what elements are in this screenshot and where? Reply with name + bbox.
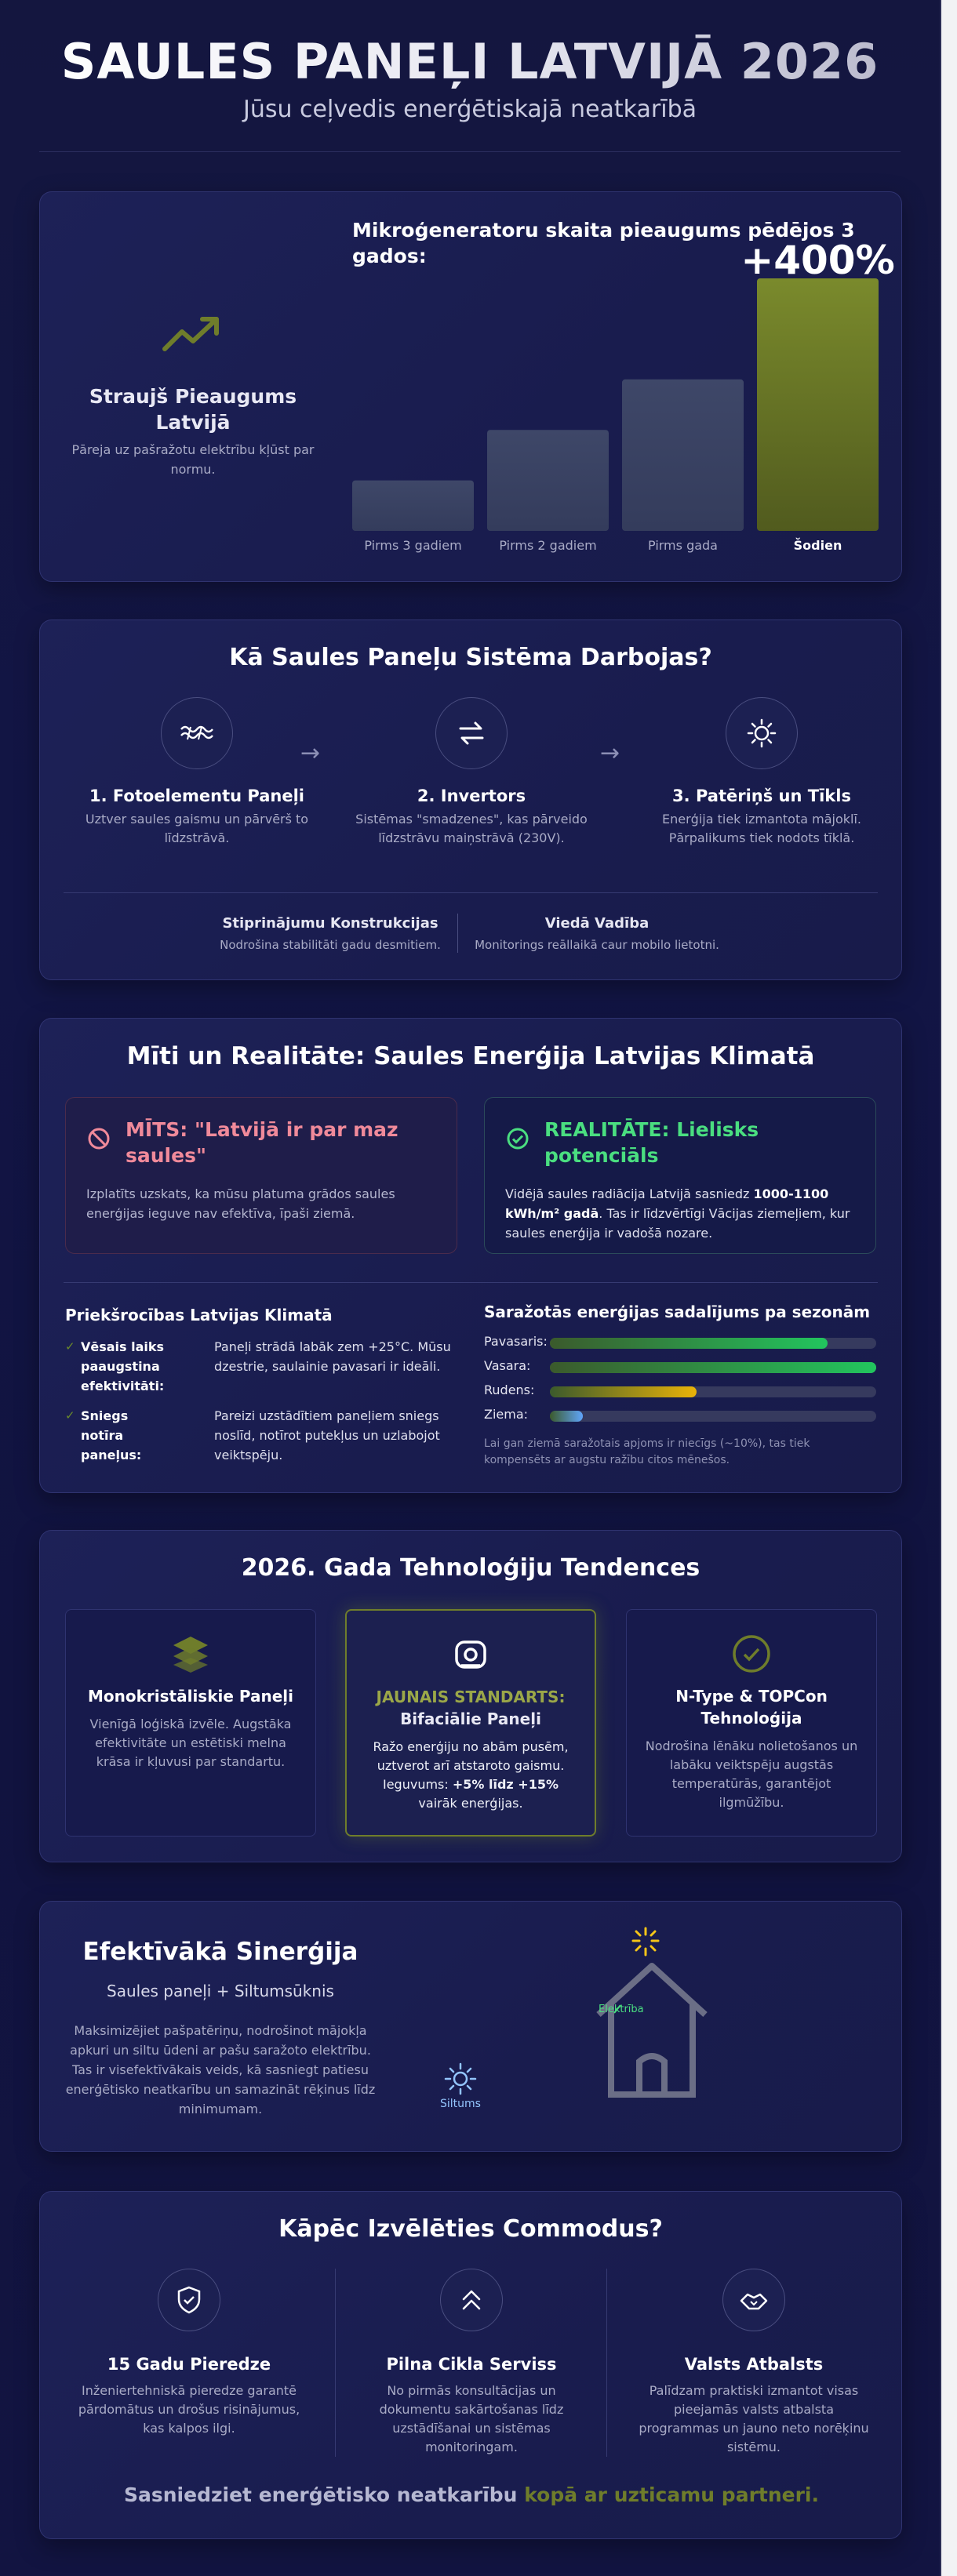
step-icon-circle [161,697,233,769]
divider [64,1282,878,1283]
season-title: Saražotās enerģijas sadalījums pa sezonām [484,1303,871,1321]
trend-title-accent: JAUNAIS STANDARTS: [376,1688,566,1706]
advantages-title: Priekšrocības Latvijas Klimatā [65,1306,333,1324]
why-item-text: Inženiertehniskā pieredze garantē pārdomātus un drošus risinājumus, kas kalpos ilgi. [78,2383,300,2436]
chart-bar [487,430,609,531]
step-icon-circle [435,697,508,769]
chart-tick-label: Šodien [793,538,842,553]
trend-text-pre: Ražo enerģiju no abām pusēm, uztverot arī atstaroto gaismu. Ieguvums: [373,1739,569,1792]
house-label: Elektrība [599,2004,644,2015]
step-text: Sistēmas "smadzenes", kas pārveido līdzstrāvu maiņstrāvā (230V). [355,812,588,845]
trend-title: N-Type & TOPCon Tehnoloģija [675,1687,828,1728]
trend-text-bold: +5% līdz +15% [452,1777,559,1792]
why-item-text: Palīdzam praktiski izmantot visas pieejamās valsts atbalsta programmas un jauno neto norēķinu sistēmu. [639,2383,869,2454]
season-fill [550,1338,828,1349]
heat-label: Siltums [440,2098,481,2110]
reality-text-bold: 1000-1100 kWh/m² gadā [505,1186,829,1221]
feature-mounting [205,915,456,952]
page-subtitle: Jūsu ceļvedis enerģētiskajā neatkarībā [243,96,697,123]
divider [606,2269,607,2457]
why-item-title: Pilna Cikla Serviss [386,2355,557,2374]
chevrons-up-icon [458,2287,485,2313]
handshake-icon [738,2288,770,2312]
chart-bar [757,278,879,531]
step-consumption [644,697,879,848]
divider [64,892,878,893]
why-card [39,2191,902,2539]
waves-icon [179,721,215,745]
why-title: Kāpēc Izvēlēties Commodus? [278,2215,663,2243]
season-track [550,1338,876,1349]
feature-smart-control [464,915,730,952]
trend-card-bifacial [345,1609,596,1837]
myth-title: MĪTS: "Latvijā ir par maz saules" [126,1118,398,1167]
season-track [550,1386,876,1397]
myth-box [65,1097,457,1254]
check-icon: ✓ [65,1339,75,1353]
feature-title: Viedā Vadība [544,915,650,932]
step-title: 2. Invertors [417,787,526,805]
growth-heading: Straujš Pieaugums Latvijā [89,385,297,434]
step-title: 1. Fotoelementu Paneļi [89,787,304,805]
growth-description: Pāreja uz pašražotu elektrību kļūst par normu. [71,442,315,477]
advantage-key: Sniegs notīra paneļus: [81,1408,142,1462]
trends-title: 2026. Gada Tehnoloģiju Tendences [241,1554,700,1582]
trend-title-main: Bifaciālie Paneļi [400,1709,541,1728]
synergy-title: Efektīvākā Sinerģija [82,1938,358,1966]
myth-section-title: Mīti un Realitāte: Saules Enerģija Latvijas Klimatā [126,1042,815,1070]
myth-reality-card [39,1018,902,1493]
advantage-item [65,1337,457,1400]
reality-text-pre: Vidējā saules radiācija Latvijā sasniedz [505,1186,754,1201]
layers-icon [169,1632,213,1676]
step-panels [79,697,315,848]
arrow-right-icon: → [600,739,620,767]
why-item-title: Valsts Atbalsts [684,2355,824,2374]
feature-title: Stiprinājumu Konstrukcijas [222,915,438,932]
check-circle-icon [505,1126,530,1151]
trend-text: Nodrošina lēnāku nolietošanos un labāku veiktspēju augstās temperatūrās, garantējot ilgmūžību. [645,1739,858,1810]
why-item-title: 15 Gadu Pieredze [107,2355,271,2374]
ban-icon [86,1126,111,1151]
reality-text [505,1184,855,1243]
step-icon-circle [726,697,798,769]
trend-card-ntype [626,1609,877,1837]
closing-statement [40,2483,903,2506]
check-icon: ✓ [65,1408,75,1422]
advantage-value: Paneļi strādā labāk zem +25°C. Mūsu dzestrie, saulainie pavasari ir ideāli. [214,1339,451,1374]
season-row [484,1334,876,1351]
hero [39,0,901,152]
page-title: SAULES PANEĻI LATVIJĀ 2026 [39,35,901,89]
myth-text: Izplatīts uzskats, ka mūsu platuma grādos saules enerģijas ieguve nav efektīva, īpaši ziemā. [86,1186,395,1221]
season-label: Pavasaris: [484,1334,548,1349]
step-inverter [354,697,589,848]
why-item [354,2269,589,2457]
sun-icon [746,718,777,749]
chart-bar [352,481,474,531]
advantage-item [65,1406,457,1469]
season-label: Ziema: [484,1407,529,1422]
season-track [550,1362,876,1373]
synergy-card [39,1901,902,2152]
season-row [484,1382,876,1400]
divider [335,2269,336,2457]
bifacial-icon [452,1636,489,1673]
reality-title: REALITĀTE: Lielisks potenciāls [544,1118,759,1167]
swap-arrows-icon [456,719,487,747]
trend-text [362,1738,579,1813]
season-label: Rudens: [484,1382,535,1397]
advantage-key: Vēsais laiks paaugstina efektivitāti: [81,1339,165,1393]
season-note: Lai gan ziemā saražotais apjoms ir niecīgs (~10%), tas tiek kompensēts ar augstu ražību citos mēnešos. [484,1437,810,1466]
closing-text: Sasniedziet enerģētisko neatkarību [123,2483,525,2506]
chart-tick-label: Pirms 3 gadiem [364,538,462,553]
chart-tick-label: Pirms 2 gadiem [499,538,597,553]
closing-accent: kopā ar uzticamu partneri. [524,2483,819,2506]
reality-text-post: . Tas ir līdzvērtīgi Vācijas ziemeļiem, kur saules enerģija ir vadošā nozare. [505,1206,850,1241]
step-text: Enerģija tiek izmantota mājoklī. Pārpalikums tiek nodots tīklā. [662,812,861,845]
trend-text: Vienīgā loģiskā izvēle. Augstāka efektivitāte un estētiski melna krāsa ir kļuvusi par standartu. [89,1717,292,1769]
how-it-works-card [39,619,902,980]
why-item-text: No pirmās konsultācijas un dokumentu sakārtošanas līdz uzstādīšanai un sistēmas monitoringam. [379,2383,564,2454]
chart-tick-label: Pirms gada [648,538,718,553]
growth-card [39,191,902,582]
trends-card [39,1530,902,1862]
sun-icon [443,2062,478,2096]
shield-icon [176,2285,202,2315]
season-row [484,1358,876,1375]
reality-box [484,1097,876,1254]
check-circle-icon [731,1633,772,1674]
trend-title [362,1686,579,1730]
bar-chart [40,192,903,583]
chart-annotation: +400% [740,238,895,283]
season-label: Vasara: [484,1358,531,1373]
arrow-right-icon: → [300,739,321,767]
season-track [550,1411,876,1422]
season-row [484,1407,876,1424]
trend-text-post: vairāk enerģijas. [418,1796,523,1811]
synergy-text: Maksimizējiet pašpatēriņu, nodrošinot mājokļa apkuri un siltu ūdeni ar pašu saražoto elektrību. Tas ir visefektīvākais veids, kā sasniegt patiesu enerģētisko neatkarību un samazināt rēķinus līdz minimumam. [65,2023,376,2116]
season-fill [550,1411,583,1422]
chart-title: Mikroģeneratoru skaita pieaugums pēdējos 3 gados: [352,219,855,267]
season-fill [550,1386,697,1397]
why-item [71,2269,307,2438]
season-fill [550,1362,876,1373]
how-title: Kā Saules Paneļu Sistēma Darbojas? [229,644,712,671]
feature-text: Monitorings reāllaikā caur mobilo lietotni. [475,938,719,952]
step-text: Uztver saules gaismu un pārvērš to līdzstrāvā. [85,812,309,845]
why-item [636,2269,871,2457]
trend-card-mono [65,1609,316,1837]
feature-text: Nodrošina stabilitāti gadu desmitiem. [220,938,441,952]
trend-title: Monokristāliskie Paneļi [87,1687,294,1706]
step-title: 3. Patēriņš un Tīkls [672,787,851,805]
advantage-value: Pareizi uzstādītiem paneļiem sniegs noslīd, notīrot putekļus un uzlabojot veiktspēju. [214,1408,440,1462]
divider [457,914,458,953]
chart-bar [622,380,744,531]
synergy-subtitle: Saules paneļi + Siltumsūknis [107,1982,334,2000]
